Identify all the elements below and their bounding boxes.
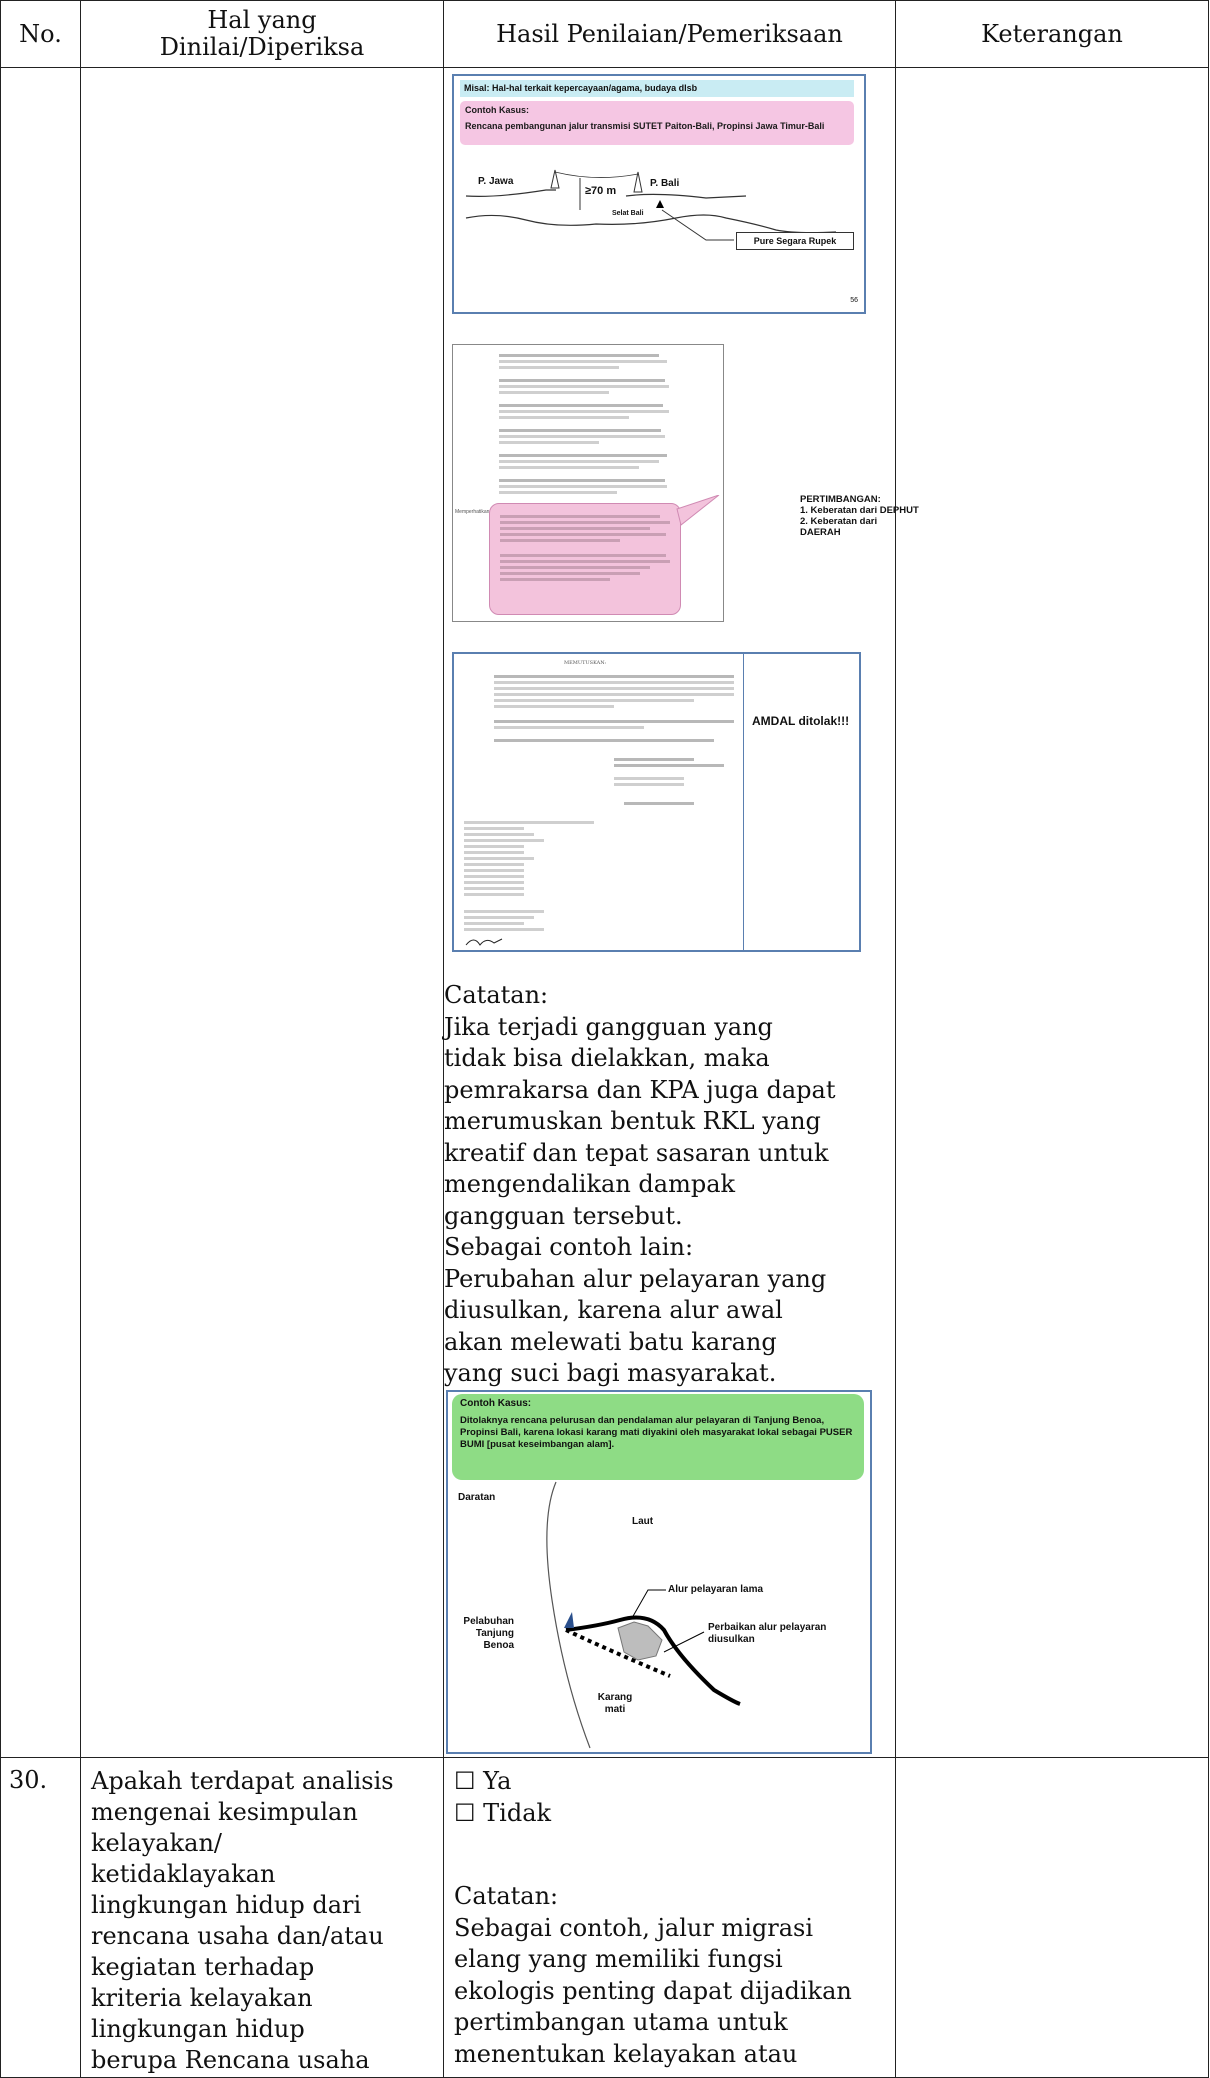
temple-leader: [662, 210, 734, 240]
figure-legal-considerations: [452, 344, 724, 622]
case-text: Ditolaknya rencana pelurusan dan pendalaman alur pelayaran di Tanjung Benoa, Propinsi Bali, karena lokasi karang mati diyakini oleh masyarakat lokal sebagai PUSER BUMI [pusat keseimbangan alam].: [460, 1414, 853, 1450]
criteria-line: kriteria kelayakan: [91, 1984, 313, 2012]
note-line: akan melewati batu karang: [444, 1327, 777, 1356]
note-line: pertimbangan utama untuk: [454, 2008, 788, 2036]
header-no: No.: [1, 1, 81, 68]
note-line: gangguan tersebut.: [444, 1201, 683, 1230]
cell-note-empty: [896, 68, 1209, 1758]
label-old-route: Alur pelayaran lama: [668, 1583, 764, 1595]
tower-bali: [634, 172, 642, 192]
label-height: ≥70 m: [585, 185, 617, 197]
cable-line: [555, 172, 638, 178]
criteria-line: lingkungan hidup: [91, 2015, 305, 2043]
label-port: Pelabuhan Tanjung Benoa: [463, 1615, 514, 1651]
label-land: Daratan: [458, 1491, 496, 1503]
note-line: Perubahan alur pelayaran yang: [444, 1264, 827, 1293]
case-title: Contoh Kasus:: [460, 1397, 532, 1409]
criteria-line: berupa Rencana usaha: [91, 2046, 370, 2074]
label-java: P. Jawa: [478, 176, 514, 187]
header-note: Keterangan: [896, 1, 1209, 68]
figure-decree: [452, 652, 861, 952]
table-row: [1, 68, 1209, 1758]
case-title: Contoh Kasus:: [465, 105, 529, 115]
label-temple: Pure Segara Rupek: [736, 232, 854, 250]
header-criteria: Hal yang Dinilai/Diperiksa: [81, 1, 444, 68]
case-text: Rencana pembangunan jalur transmisi SUTET Paiton-Bali, Propinsi Jawa Timur-Bali: [465, 121, 825, 131]
note-line: menentukan kelayakan atau: [454, 2039, 798, 2068]
note-line: yang suci bagi masyarakat.: [444, 1359, 777, 1387]
note-line: Sebagai contoh, jalur migrasi: [454, 1913, 814, 1942]
decree-divider: [743, 654, 744, 950]
decree-heading: MEMUTUSKAN:: [564, 660, 607, 666]
criteria-line: lingkungan hidup dari: [91, 1891, 362, 1919]
note-label: Catatan:: [454, 1882, 559, 1910]
figure-benoa-case: [446, 1390, 872, 1754]
label-strait: Selat Bali: [612, 210, 644, 217]
shipping-route-diagram: [448, 1480, 868, 1750]
considerations-title: PERTIMBANGAN:: [800, 494, 881, 505]
note-line: Jika terjadi gangguan yang: [444, 1012, 773, 1041]
coastline-java: [466, 190, 556, 196]
checkbox-ya[interactable]: ☐ Ya: [454, 1767, 512, 1795]
seabed-line: [466, 215, 836, 233]
label-sea: Laut: [632, 1515, 654, 1527]
decree-body: [464, 672, 734, 952]
cell-criteria-empty: [81, 68, 444, 1758]
header-row: [1, 1, 1209, 68]
signature-mark: [464, 935, 504, 949]
temple-marker: [656, 200, 664, 208]
case-box: [460, 101, 854, 145]
note-cell: [896, 1758, 1209, 2078]
callout-pointer: [675, 495, 724, 535]
header-result: Hasil Penilaian/Pemeriksaan: [444, 1, 896, 68]
criteria-line: kelayakan/: [91, 1829, 222, 1857]
coastline-bali: [626, 194, 746, 198]
note-line: Sebagai contoh lain:: [444, 1233, 694, 1261]
note-line: ekologis penting dapat dijadikan: [454, 1976, 852, 2005]
figure-banner: Misal: Hal-hal terkait kepercayaan/agama, budaya dlsb: [460, 80, 854, 97]
note-block-1: [444, 980, 895, 1390]
criteria-line: ketidaklayakan: [91, 1860, 276, 1888]
cell-no-empty: [1, 68, 81, 1758]
note-label: Catatan:: [444, 981, 549, 1009]
row-number: 30.: [1, 1758, 81, 2078]
note-line: merumuskan bentuk RKL yang: [444, 1107, 821, 1135]
result-cell: [444, 1758, 896, 2078]
side-label: Memperhatikan: [455, 509, 490, 515]
note-line: mengendalikan dampak: [444, 1170, 736, 1198]
considerations-box: [800, 494, 940, 538]
considerations-item: 2. Keberatan dari DAERAH: [800, 516, 878, 538]
reef-area: [618, 1622, 662, 1660]
considerations-item: 1. Keberatan dari DEPHUT: [800, 505, 919, 516]
note-line: kreatif dan tepat sasaran untuk: [444, 1138, 829, 1167]
old-route-leader: [632, 1590, 666, 1618]
criteria-line: Apakah terdapat analisis: [91, 1767, 394, 1795]
label-new-route: Perbaikan alur pelayaran diusulkan: [708, 1621, 827, 1645]
criteria-line: rencana usaha dan/atau: [91, 1922, 384, 1950]
case-box: [452, 1394, 864, 1480]
ship-icon: [564, 1612, 574, 1628]
label-bali: P. Bali: [650, 178, 680, 189]
checkbox-tidak[interactable]: ☐ Tidak: [454, 1798, 552, 1827]
note-line: diusulkan, karena alur awal: [444, 1296, 783, 1324]
figure-sutet-case: [452, 74, 866, 314]
label-reef: Karang mati: [597, 1691, 633, 1715]
criteria-line: mengenai kesimpulan: [91, 1798, 358, 1826]
cell-result-figures: [444, 68, 896, 1758]
shoreline: [547, 1482, 590, 1748]
criteria-line: kegiatan terhadap: [91, 1953, 315, 1981]
note-line: tidak bisa dielakkan, maka: [444, 1044, 770, 1072]
note-line: pemrakarsa dan KPA juga dapat: [444, 1075, 836, 1104]
criteria-text: [81, 1758, 444, 2078]
table-row-30: [1, 1758, 1209, 2078]
note-line: elang yang memiliki fungsi: [454, 1945, 783, 1973]
page-number: 56: [850, 297, 858, 304]
highlight-callout: [489, 503, 681, 615]
rejection-stamp: AMDAL ditolak!!!: [752, 714, 850, 728]
